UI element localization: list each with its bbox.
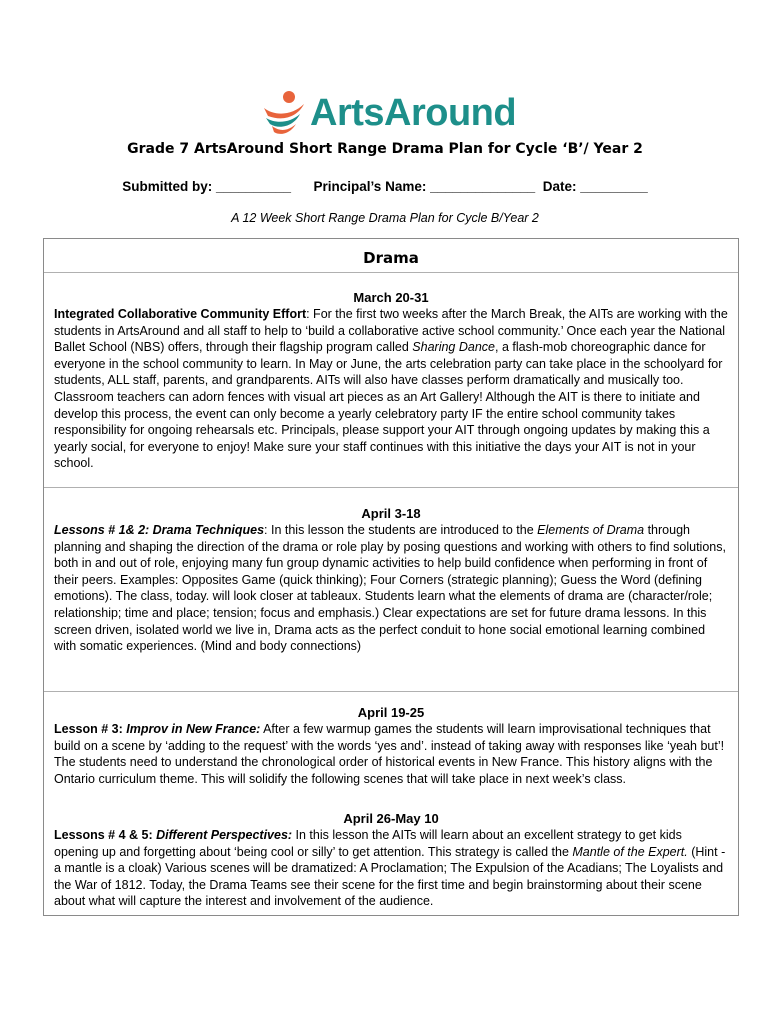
submission-line: Submitted by: __________ Principal’s Name: ______________ Date: _________: [122, 179, 648, 194]
section-body: [54, 306, 728, 472]
section-body: [54, 827, 728, 910]
section-body: [54, 721, 728, 787]
section-text: through planning and shaping the direction of the drama or role play by posing questions and working with others to find solutions, both in and out of role, enjoying many fun group dynamic activities to help build confidence when performing in front of their peers. Examples: Opposites Game (quick thinking); Four Corners (strategic planning); Guess the Word (defining emotions). The class, today. will look closer at tableaux. Students learn what the elements of drama are (character/role; relationship; time and place; tension; focus and emphasis.) Clear expectations are set for future drama lessons. In this screen driven, isolated world we live in, Drama acts as the perfect conduit to hone social emotional learning combined with somatic experiences. (Mind and body connections): [54, 523, 726, 654]
plan-section-april-3: [44, 488, 738, 692]
drama-plan-table: [43, 238, 739, 916]
section-emphasis: Mantle of the Expert.: [572, 844, 688, 859]
section-text: , a flash-mob choreographic dance for everyone in the school community to learn. In May or June, the arts celebration party can take place in the schoolyard for students, ALL staff, parents, and grandparents. AITs will also have classes perform dramatically and musically too. Classroom teachers can adorn fences with visual art pieces as an Art Gallery! Although the AIT is there to initiate and develop this process, the event can only become a yearly celebratory party IF the entire school community takes responsibility for ongoing rehearsals etc. Principals, please support your AIT through ongoing updates by making this a yearly social, for everyone to enjoy! Make sure your staff continues with this initiative the days your AIT is not in your school.: [54, 340, 723, 471]
plan-section-april-19: [44, 692, 738, 805]
section-date: April 3-18: [361, 506, 421, 521]
section-date: March 20-31: [353, 290, 429, 305]
section-heading: Integrated Collaborative Community Effort: [54, 307, 307, 321]
section-text: : In this lesson the students are introduced to the: [264, 523, 538, 537]
section-text: : For the first two weeks after the March Break, the AITs are working with the students in ArtsAround and all staff to help to ‘build a collaborative active school community.’ Once each year the National Ballet School (NBS) offers, through their flagship program called: [54, 307, 728, 355]
plan-section-march: [44, 273, 738, 488]
artsaround-figure-icon: [258, 90, 308, 136]
artsaround-logo: [258, 90, 528, 136]
plan-section-april-26: [44, 805, 738, 910]
section-date: April 26-May 10: [343, 811, 439, 826]
document-subtitle: A 12 Week Short Range Drama Plan for Cycle B/Year 2: [231, 211, 539, 225]
section-emphasis: Elements of Drama: [537, 523, 645, 537]
section-heading-prefix: Lesson # 3:: [54, 722, 127, 736]
section-heading: Lessons # 1& 2: Drama Techniques: [54, 523, 265, 537]
section-date: April 19-25: [357, 705, 425, 720]
section-text: After a few warmup games the students will learn improvisational techniques that build on a scene by ‘adding to the request’ with the words ‘yes and’. instead of taking away with responses like ‘yeah but’! The students need to understand the chronological order of historical events in New France. This history aligns with the Ontario curriculum theme. This will solidify the following scenes that will take place in next week’s class.: [54, 722, 725, 786]
section-heading: Different Perspectives:: [156, 828, 293, 842]
section-text: (Hint -a mantle is a cloak) Various scenes will be dramatized: A Proclamation; The Expulsion of the Acadians; The Loyalists and the War of 1812. Today, the Drama Teams see their scene for the first time and begin brainstorming about their scene about what will capture the interest and involvement of the audience.: [54, 844, 726, 909]
section-heading: Improv in New France:: [126, 722, 261, 736]
section-body: [54, 522, 728, 655]
section-emphasis: Sharing Dance: [412, 340, 495, 355]
table-header-row: [44, 239, 738, 273]
document-title: Grade 7 ArtsAround Short Range Drama Plan for Cycle ‘B’/ Year 2: [127, 141, 643, 157]
section-text: In this lesson the AITs will learn about an excellent strategy to get kids opening up and forgetting about ‘being cool or silly’ to get attention. This strategy is called the: [54, 828, 682, 859]
logo-wordmark: ArtsAround: [310, 92, 517, 134]
table-header-label: Drama: [363, 249, 419, 267]
section-heading-prefix: Lessons # 4 & 5:: [54, 828, 157, 842]
